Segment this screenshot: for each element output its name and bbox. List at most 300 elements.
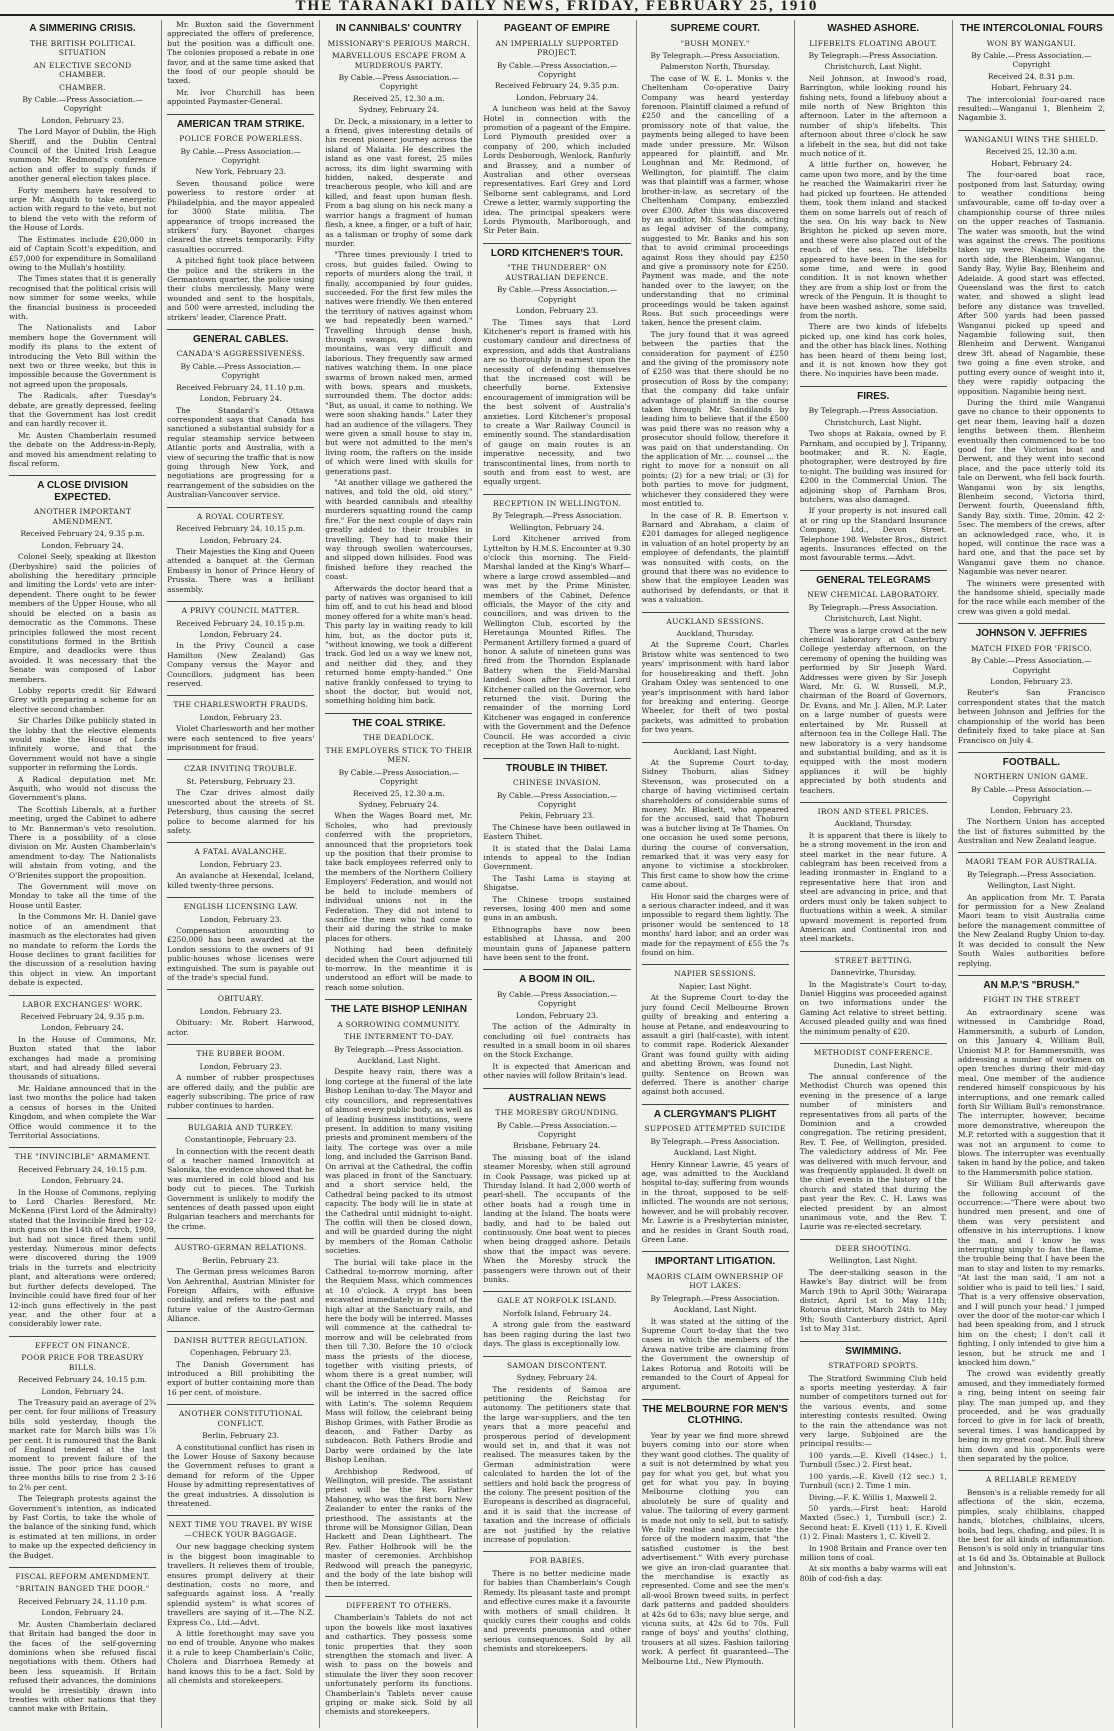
paragraph: 100 yards.—E. Kivell (12 sec.) 1, Turnbull (scr.) 2. Time 1 min. (799, 1471, 947, 1491)
headline: GENERAL TELEGRAMS (816, 574, 931, 586)
column-rule (483, 758, 630, 759)
subheading: POOR PRICE FOR TREASURY BILLS. (21, 1353, 144, 1372)
dateline: St. Petersburg, February 23. (186, 776, 296, 786)
paragraph: Seven thousand police were powerless to restore order at Philadelphia, and the mayor appealed for 3000 State militia. The appearance of troops increased the strikers' fury. Bayonet charges cleared the streets temporarily. Fifty casualties occurred. (167, 178, 315, 254)
paragraph: Our new baggage checking system is the biggest boon imaginable to travellers. It relieves them of trouble, ensures prompt delivery at their destination, costs no more, and safeguards against loss. A "really splendid system" is what scores of travellers are saying of it.—The N.Z. Express Co., Ltd.—Advt. (167, 1542, 315, 1627)
subheading: THE "INVINCIBLE" ARMAMENT. (14, 1152, 151, 1162)
dateline: Received February 24, 9.35 p.m. (20, 529, 145, 539)
subheading: THE DEADLOCK. (363, 733, 435, 743)
subheading: WON BY WANGANUI. (986, 38, 1077, 48)
subheading: THE RUBBER BOOM. (196, 1049, 286, 1059)
dateline: By Telegraph.—Press Association. (650, 1293, 780, 1303)
paragraph: The intercolonial four-oared race resulted:—Wanganui 1, Blenheim 2, Nagambie 3. (957, 94, 1105, 123)
subheading: ENGLISH LICENSING LAW. (183, 902, 298, 912)
dateline: London, February 24. (41, 1023, 124, 1033)
paragraph: Dr. Deck, a missionary, in a letter to a friend, gives interesting details of his recent pioneer journey across the island of Malaita. He describes the island as one vast forest, 25 miles across, its dim light swarming with hidden, naked, desperate and treacherous people, who kill and are killed, and feast upon human flesh. From a bag slung on his neck many a warrior hangs a fragment of human flesh, a knee, a finger, or a tuft of hair, as a talisman or trophy of some dark murder. (325, 116, 473, 248)
article (325, 713, 472, 992)
dateline: By Telegraph.—Press Association. (334, 1044, 464, 1054)
article (9, 23, 156, 468)
dateline: London, February 23. (199, 914, 282, 924)
column-rule (800, 802, 947, 803)
paragraph: The Czar drives almost daily unescorted about the streets of St. Petersburg, thus causing the secret police to become alarmed for his safety. (167, 788, 315, 835)
dateline: By Cable.—Press Association.—Copyright (971, 784, 1092, 804)
paragraph: The Nationalists and Labor members hope the Government will modify its plans to the extent of introducing the Veto Bill within the next two or three weeks, but this is impossible because the Government is not agreed upon the proposals. (9, 323, 157, 389)
column-rule (167, 759, 314, 760)
headline: IN CANNIBALS' COUNTRY (335, 23, 462, 34)
article (958, 975, 1105, 1464)
subheading: "BRITAIN BANGED THE DOOR." (15, 1584, 150, 1594)
dateline: Auckland, Last Night. (357, 1056, 441, 1066)
paragraph: His Honor said the charges were of a serious character indeed, and it was impossible to regard them lightly. The prisoner would be sentenced to 18 months' hard labor, and an order was made for the repayment of £55 the 7s found on him. (641, 891, 789, 958)
paragraph: Benson's is a reliable remedy for all affections of the skin, eczema, pimples, scaly chilblains, chapped hands, blotches, chilblains, ulcers, boils, bad legs, chafing, and piles. It is the best for all kinds of inflammation. Benson's is sold only in triangular tins at 1s 6d and 3s. Obtainable at Bullock and Johnston's. (957, 1487, 1105, 1573)
dateline: London, February 24. (41, 1386, 124, 1396)
dateline: New York, February 23. (195, 167, 286, 177)
paragraph: Sir William Bull afterwards gave the following account of the occurrence:—"There were about two hundred men present, and one of them was very persistent and offensive in his interruptions. I know the man, and I know he was interrupting simply to fan the flame, the trouble being that I have been the man to stay and listen to my remarks. "At last the man said, 'I am not a soldier who is paid to tell lies.' I said, 'That is a very offensive observation, and I will punch your head.' I jumped over the door of the motor-car which I had been speaking from, and I struck him on the chest; I don't call it fighting, I only intended to give him a lesson, but he struck me and I knocked him down." (957, 1179, 1105, 1367)
paragraph: Lobby reports credit Sir Edward Grey with preparing a scheme for an elective second chamber. (9, 685, 157, 714)
dateline: London, February 24. (199, 394, 282, 404)
headline: AUSTRALIAN NEWS (508, 1092, 606, 1104)
column-rule (167, 1331, 314, 1332)
subheading: FISCAL REFORM AMENDMENT. (15, 1571, 150, 1581)
article (800, 1043, 947, 1232)
article (9, 1147, 156, 1328)
article (483, 758, 630, 963)
paragraph: Reuter's San Francisco correspondent states that the match between Johnson and Jeffries for the championship of the world has been definitely fixed to take place at San Francisco on July 4. (957, 688, 1105, 745)
paragraph: The Estimates include £20,000 in aid of Captain Scott's expedition, and £57,000 for expenditure in Somaliland owing to the Mullah's hostility. (9, 234, 157, 272)
article (800, 1239, 947, 1334)
article (167, 1118, 314, 1232)
paragraph: The crowd was evidently greatly amused, and they immediately formed a ring, being intent on seeing fair play. The man jumped up, and they proceeded, and he was gradually forced to give in for lack of breath, several times. I was handicapped by being in my great coat. Mr. Bull threw him down and his opponents were then separated by the police. (957, 1369, 1105, 1463)
dateline: By Cable.—Press Association.—Copyright (22, 95, 143, 114)
column-rule (483, 1356, 630, 1357)
column-rule (167, 507, 314, 508)
subheading: AN ELECTIVE SECOND CHAMBER. (33, 60, 132, 79)
subheading: MAORIS CLAIM OWNERSHIP OF HOT LAKES. (646, 1271, 784, 1291)
masthead: THE TARANAKI DAILY NEWS, FRIDAY, FEBRUARY 25, 1910 (0, 0, 1114, 16)
article (167, 1044, 314, 1111)
headline: A CLERGYMAN'S PLIGHT (653, 1108, 777, 1120)
subheading: POLICE FORCE POWERLESS. (179, 134, 303, 144)
paragraph: Their Majesties the King and Queen attended a banquet at the German Embassy in honor of Prince Henry of Prussia. There was a brilliant assembly. (167, 546, 315, 594)
column-2 (161, 20, 319, 1728)
dateline: London, February 24. (199, 535, 282, 545)
dateline: Wellington, Last Night. (829, 1256, 918, 1266)
column-6 (794, 20, 952, 1728)
article (642, 1104, 789, 1244)
article (167, 897, 314, 982)
dateline: By Cable.—Press Association.—Copyright (496, 989, 618, 1009)
subheading: "THE THUNDERER" ON AUSTRALIAN DEFENCE. (505, 263, 609, 282)
dateline: By Cable.—Press Association.—Copyright (496, 790, 618, 809)
dateline: Auckland, Thursday. (676, 629, 754, 639)
paragraph: In 1908 Britain and France over ten million tons of coal. (799, 1543, 947, 1562)
headline: A BOOM IN OIL. (519, 974, 595, 986)
dateline: Sydney, February 24. (516, 1373, 598, 1383)
paragraph: Obituary: Mr. Robert Harwood, actor. (167, 1018, 315, 1037)
subheading: FOR BABIES. (529, 1556, 585, 1566)
article (800, 802, 947, 944)
column-rule (167, 1044, 314, 1045)
headline: SWIMMING. (845, 1345, 902, 1357)
paragraph: A Radical deputation met Mr. Asquith, who would not discuss the Government's plans. (9, 774, 157, 803)
article (958, 23, 1105, 123)
dateline: Auckland, Last Night. (673, 1148, 757, 1158)
dateline: Dunedin, Last Night. (833, 1060, 914, 1070)
dateline: Norfolk Island, February 24. (502, 1308, 612, 1318)
paragraph: In the Magistrate's Court to-day, Daniel Higgins was proceeded against on two informations under the Gaming Act relative to street betting. Accused pleaded guilty and was fined the minimum penalty of £20. (799, 979, 947, 1036)
dateline: Auckland, Thursday. (834, 819, 912, 829)
paragraph: In the House of Commons, replying to Lord Charles Beresford, Mr. McKenna (First Lord of the Admiralty) stated that the Invincible fired her 12-inch guns on the 14th of March, 1909, but had not since fired them until yesterday. Numerous minor defects were discovered during the 1909 trials in the turrets and electricity plant, and alterations were ordered; but further defects developed. The Invincible could have fired four of her 12-inch guns effectively in the past year, and the other four at a considerably lower rate. (9, 1187, 157, 1329)
headline: FOOTBALL. (1002, 756, 1061, 768)
paragraph: Violet Charlesworth and her mother were each sentenced to five years' imprisonment for fraud. (167, 724, 315, 753)
paragraph: Mr. Haldane announced that in the last two months the police had taken a census of horses in the United Kingdom, and when complete the War Office would commence it to the Territorial Associations. (9, 1083, 157, 1140)
article (800, 1341, 947, 1584)
column-rule (800, 386, 947, 387)
newspaper-page (4, 20, 1110, 1728)
dateline: By Cable.—Press Association.—Copyright (180, 146, 301, 166)
column-rule (325, 1596, 472, 1597)
subheading: DEER SHOOTING. (835, 1243, 912, 1253)
column-rule (958, 130, 1105, 131)
article (483, 1291, 630, 1348)
dateline: By Cable.—Press Association.—Copyright (971, 51, 1092, 70)
paragraph: Ethnographs have now been established at Lhassa, and 200 mountain guns of Japanese pattern have been sent to the front. (483, 924, 631, 962)
column-rule (9, 1567, 156, 1568)
dateline: London, February 23. (515, 1010, 599, 1020)
article (800, 570, 947, 795)
dateline: Received February 24, 10.15 p.m. (18, 1164, 148, 1174)
paragraph: Nothing had been definitely decided when the Court adjourned till to-morrow. In the meantime it is understood an effort will be made to reach some solution. (325, 945, 473, 992)
column-rule (642, 1251, 789, 1252)
column-rule (483, 1291, 630, 1292)
paragraph: Mr. Ivor Churchill has been appointed Paymaster-General. (167, 87, 315, 107)
dateline: London, February 23. (515, 306, 599, 316)
headline: THE LATE BISHOP LENIHAN (330, 1004, 467, 1016)
column-rule (642, 1399, 789, 1400)
paragraph: A little further on, however, he came upon two more, and by the time he reached the Waimakariri river he had picked up fourteen. He attended them, took them inland and stacked them on some barrels out of reach of the sea. On his way back to New Brighton he picked up seven more, and these were also placed out of the reach of the sea. The lifebelts appeared to have been in the sea for some time, and were in good condition. It is not known whether they are from a ship lost or from the wreck of the Penguin. It is thought to have been washed ashore, some said, from the north. (799, 160, 947, 320)
column-rule (800, 570, 947, 571)
subheading: LABOR EXCHANGES' WORK. (22, 999, 143, 1009)
article (958, 852, 1105, 968)
paragraph: The Standard's Ottawa correspondent says that Canada has sanctioned a substantial subsidy for a regular steamship service between Atlantic ports and Australia, with a view of securing the traffic that is now going through New York, and negotiations are progressing for a rearrangement of the subsidies on the Australian-Vancouver service. (167, 405, 315, 500)
subheading: NORTHERN UNION GAME. (974, 772, 1089, 782)
article (167, 759, 314, 835)
article (483, 1551, 630, 1653)
dateline: By Cable.—Press Association.—Copyright (496, 285, 618, 304)
paragraph: At the Supreme Court, Charles Bristow white was sentenced to two years' imprisonment with hard labor for housebreaking and theft. John Graham Oxley was sentenced to one year's imprisonment with hard labor for breaking and entering. George Wheeler, for theft of two postal packets, was admitted to probation for two years. (641, 640, 789, 735)
article (9, 1336, 156, 1560)
paragraph: A pitched fight took place between the police and the strikers in the Germantown quarter, the police using their clubs mercilessly. Many were wounded and sent to the hospitals, and 500 were arrested, including the strikers' leader, Clarence Pratt. (167, 256, 315, 322)
dateline: Received 24, 8.31 p.m. (987, 71, 1075, 81)
column-rule (642, 1104, 789, 1105)
paragraph: A constitutional conflict has risen in the Lower House of Saxony because the Government refuses to grant a demand for reform of the Upper House by admitting representatives of the great industries. A dissolution is threatened. (167, 1442, 315, 1508)
column-rule (325, 999, 472, 1000)
subheading: NAPIER SESSIONS. (674, 969, 757, 979)
column-rule (9, 995, 156, 996)
paragraph: When the Wages Board met, Mr. Scholes, who had previously conferred with the proprietors, announced that the proprietors took up the position that their promise to take back employees referred only to the members of the Northern Colliery Employers' Federation, and would not be held to include members of individual unions not in the Federation. They did not intend to sacrifice the men who had come to their aid during the strike to make places for others. (325, 811, 473, 943)
column-rule (483, 1088, 630, 1089)
paragraph: In the Privy Council a case Hamilton (New Zealand) Gas Company versus the Mayor and Councillors, judgment has been reserved. (167, 641, 315, 688)
column-rule (958, 752, 1105, 753)
dateline: Received February 24, 9.35 p.m. (20, 1012, 145, 1022)
article (958, 623, 1105, 745)
paragraph: A luncheon was held at the Savoy Hotel in connection with the promotion of a pageant of the Empire. Lord Plymouth presided over a company of 200, which included Lords Desborough, Wenlock, Ranfurly and Brassey, and a number of Australian and other overseas representatives. Earl Grey and Lord Selborne sent cablegrams, and Lord Crewe a letter, warmly supporting the idea. The principal speakers were Lords Plymouth, Marlborough, and Sir Peter Bain. (483, 104, 631, 236)
headline: JOHNSON V. JEFFRIES (975, 628, 1088, 640)
column-rule (483, 969, 630, 970)
paragraph: A little forethought may save you no end of trouble. Anyone who makes it a rule to keep Chamberlain's Colic, Cholera and Diarrhoea Remedy at hand knows this to be a fact. Sold by all chemists and storekeepers. (167, 1629, 315, 1686)
subheading: OBITUARY. (217, 994, 264, 1004)
dateline: Napier, Last Night. (678, 981, 752, 991)
dateline: Auckland, Last Night. (673, 746, 757, 756)
dateline: By Telegraph.—Press Association. (492, 511, 622, 521)
dateline: Wellington, February 24. (509, 522, 605, 532)
headline: FIRES. (857, 390, 890, 402)
paragraph: The four-oared boat race, postponed from last Saturday, owing to weather conditions being unfavourable, came off to-day over a championship course of three miles on the upper reaches of Tasmania. The water was smooth, but the wind was against the crews. The positions taken up were: Nagambie on the north side, the Blenheim, Wanganui, Sandy Bay, Wylie Bay, Blenheim and Adelaide. A good start was effected. Queensland was the first to catch water, and showed a slight lead before any distance was travelled. After 500 yards had been passed Wanganui picked up speed and Nagambie following suit, then Blenheim and Derwent. Wanganui drew 3ft. ahead of Nagambie, these two going a fine even stroke, and putting every ounce of weight into it, they were rapidly outpacing the opposition. Nagambie being next. (957, 170, 1105, 396)
dateline: Received 25, 12.30 a.m. (985, 147, 1078, 157)
article (167, 1515, 314, 1685)
headline: TROUBLE IN THIBET. (506, 762, 608, 774)
subheading: CZAR INVITING TROUBLE. (184, 764, 298, 774)
paragraph: The Times says that Lord Kitchener's report is framed with his customary candour and directness of expression, and adds that Australians are so thoroughly in earnest upon the necessity of defending themselves that the increased cost will be cheerfully borne. Extensive encouragement of immigration will be the best solvent of Australia's anxieties. Lord Kitchener's proposal to create a War Railway Council is eminently sound. The standardisation of gauge on main routes is an imperative necessity, and two transcontinental lines, from north to south and from east to west, are equally urgent. (483, 317, 631, 487)
dateline: Christchurch, Last Night. (824, 62, 922, 72)
paragraph: The Chinese have been outlawed in Eastern Thibet. (483, 822, 631, 842)
paragraph: The winners were presented with the handsome shield, specially made for the race while each member of the crew was given a gold medal. (957, 578, 1105, 616)
article (167, 842, 314, 890)
article (642, 742, 789, 958)
article (483, 1356, 630, 1545)
paragraph: It is apparent that there is likely to be a strong movement in the iron and steel market in the near future. A cablegram has been received from a leading ironmaster in England to a representative here that iron and steel are advancing in price, and that orders must only be taken subject to fluctuations within a week. A similar upward movement is reported from American and Continental iron and steel markets. (799, 830, 947, 944)
subheading: EFFECT ON FINANCE. (34, 1340, 131, 1350)
subheading: METHODIST CONFERENCE. (813, 1048, 933, 1058)
column-rule (800, 951, 947, 952)
dateline: London, February 24. (41, 1176, 124, 1186)
paragraph: In the Commons Mr. H. Daniel gave notice of an amendment that inasmuch as the electorates had given no mandate to reform the Lords the House declines to grant facilities for the discussion of a resolution having this object in view. An important debate is expected. (9, 912, 157, 988)
column-1 (4, 20, 161, 1728)
column-rule (958, 852, 1105, 853)
article (483, 243, 630, 487)
column-rule (483, 1551, 630, 1552)
subheading: A SORROWING COMMUNITY. (337, 1019, 461, 1029)
subheading: IRON AND STEEL PRICES. (817, 806, 929, 816)
subheading: THE CHARLESWORTH FRAUDS. (173, 700, 309, 710)
article (958, 1470, 1105, 1572)
column-rule (167, 1515, 314, 1516)
dateline: Pekin, February 23. (519, 811, 595, 821)
paragraph: Henry Kinnear Lawrie, 45 years of age, was admitted to the Auckland hospital to-day, suffering from wounds in the throat, supposed to be self-inflicted. The wounds are not serious, however, and he will probably recover. Mr. Lawrie is a Presbyterian minister, and he resides in Grant South road, Green Lane. (641, 1159, 789, 1244)
dateline: Received February 24, 11.10 p.m. (176, 382, 306, 392)
column-rule (167, 1238, 314, 1239)
paragraph: Neil Johnson, at Inwood's road, Barrington, while looking round his fishing nets, found a lifebuoy about a mile north of New Brighton this afternoon. Later in the afternoon a number of ship's lifebelts. This afternoon about three o'clock he saw a lifebelt in the sea, but did not take much notice of it. (799, 73, 947, 159)
subheading: CHAMBER. (59, 82, 106, 92)
column-7 (952, 20, 1110, 1728)
paragraph: There is no better medicine made for babies than Chamberlain's Cough Remedy. Its pleasant taste and prompt and effective cures make it a favourite with mothers of small children. It quickly cures their coughs and colds and prevents pneumonia and other serious consequences. Sold by all chemists and storekeepers. (483, 1568, 631, 1654)
paragraph: The Treasury paid an average of 2¾ per cent. for four millions of Treasury bills sold yesterday, though the market rate for March bills was 1⅞ per cent. It is rumoured that the Bank of England tendered at the last moment to prevent failure of the issue. The poor price has caused three months bills to rise from 2 3-16 to 2⅜ per cent. (9, 1398, 157, 1492)
paragraph: At six months a baby warms will eat 80lb of cod-fish a day. (799, 1564, 947, 1583)
dateline: Brisbane, February 24. (513, 1141, 601, 1151)
paragraph: Compensation amounting to £250,000 has been awarded at the London sessions to the owners of 91 public-houses whose licenses were extinguished. The sum is payable out of the trade's special fund. (167, 926, 315, 983)
article (800, 23, 947, 379)
paragraph: "Three times previously I tried to cross, but guides failed. Owing to reports of murders along the trail, it finally, accompanied by four guides, succeeded. For the first few miles the natives were friendly. We then entered the territory of natives against whom we had repeatedly been warned." Travelling through dense bush, through swamps, up and down mountains, was very difficult and laborious. They frequently saw armed natives watching them. In one place swarms of brown naked men, armed with bows, spears and muskets, surrounded them. The doctor adds: "But, as usual, it came to nothing. We were soon shaking hands." Later they had an audience of the villagers. They were given a small house to stay in, but were not admitted to the men's living room, the rafters on the inside of which were lined with skulls for generations past. (325, 250, 473, 476)
subheading: A PRIVY COUNCIL MATTER. (181, 606, 300, 615)
headline: THE COAL STRIKE. (352, 717, 446, 729)
paragraph: At the Supreme Court to-day the jury found Cecil Melbourne Brown guilty of breaking and entering a house at Petane, and endeavouring to assault a girl (half-caste), with intent to commit rape. Roderick Alexander Grant was found guilty with aiding and abetting Brown, was found not guilty. Sentence on Brown was deferred. There is another charge against both accused. (641, 993, 789, 1097)
subheading: STREET BETTING. (834, 955, 912, 965)
paragraph: Year by year we find more shrewd buyers coming into our store when they want good clothes. The quality of a suit is not determined by what you pay for what you get, but what you get for what you pay. In buying Melbourne clothing you can absolutely be sure of quality and value. The tailoring of every garment is made not only to sell, but to satisfy. We fully realise and appreciate the force of the modern maxim, that "the satisfied customer is the best advertisement." With every purchase we give an iron-clad guarantee that the merchandise is exactly as represented. Come and see the men's all-wool Brown tweed suits, in perfect dark patterns and padded shoulders at 42s 6d to 63s; navy blue serge, and vicuna suits, at 42s 6d to 70s. Full range of boys' and youths' clothing, trousers at all sizes. Fashion tailoring work. A perfect fit guaranteed—The Melbourne Ltd., New Plymouth. (641, 1430, 789, 1666)
subheading: FIGHT IN THE STREET (982, 995, 1080, 1005)
paragraph: An extraordinary scene was witnessed in Cambridge Road, Hammersmith, a suburb of London, on this January 4, William Bull, Unionist M.P. for Hammersmith, was addressing a number of workmen on open trenches during their mid-day meal. One member of the audience rendered himself conspicuous by his interruptions, and one remark called forth Sir William Bull's remonstrance. The interrupter, however, became more demonstrative, whereupon the M.P. retorted with a suggestion that it was not an argument to come to blows. The interrupter was eventually taken in hand by the police, and taken to the Hammersmith police station. (957, 1007, 1105, 1177)
column-rule (642, 612, 789, 613)
paragraph: There are two kinds of lifebelts picked up, one kind has cork holes, and the other has black lines. Nothing has been heard of them being lost, and it is not known how they got there. No inquiries have been made. (799, 322, 947, 379)
dateline: Berlin, February 23. (202, 1255, 280, 1265)
article (167, 601, 314, 688)
dateline: By Cable.—Press Association.—Copyright (496, 1120, 618, 1139)
paragraph: The Times states that it is generally recognised that the political crisis will now simmer for some weeks, while the financial business is proceeded with. (9, 274, 157, 321)
paragraph: In the case of R. B. Emertson v. Barnard and Abraham, a claim of £201 damages for alleged negligence in valuation of an hotel property by an employee of defendants, the plaintiff was nonsuited with costs, on the ground that there was no evidence to show that the employee Leaden was authorised by defendants, or that it was a valuation. (641, 510, 789, 605)
article (642, 1251, 789, 1392)
article (325, 999, 472, 1589)
subheading: NEXT TIME YOU TRAVEL BY WISE—CHECK YOUR BAGGAGE. (168, 1520, 313, 1539)
paragraph: The German press welcomes Baron Von Aehrenthal, Austrian Minister for Foreign Affairs, with effusive cordiality, and refers to the past and future value of the Austro-German Alliance. (167, 1267, 315, 1324)
column-rule (167, 989, 314, 990)
paragraph: Mr. Austen Chamberlain declared that Britain had banged the door in the faces of the self-governing dominions when she refused fiscal negotiations with them. Others had been less squeamish. If Britain refused their advances, the dominions would be irresistibly drawn into treaties with other nations that they cannot make with Britain. (9, 1619, 157, 1714)
paragraph: A number of rubber prospectuses are offered daily, and the public are eagerly subscribing. The price of raw rubber continues to harden. (167, 1073, 315, 1111)
subheading: GALE AT NORFOLK ISLAND. (497, 1296, 617, 1306)
paragraph: It is expected that American and other navies will follow Britain's lead. (483, 1061, 631, 1081)
paragraph: Chamberlain's Tablets do not act upon the bowels like most laxatives and cathartics. They possess some tonic properties that they soon strengthen the stomach and liver. A wish to pass on the bowels and stimulate the liver they soon recover unfortunately perform its functions. Chamberlain's Tablets never cause griping or make sick. Sold by all chemists and storekeepers. (325, 1613, 473, 1717)
article (642, 1399, 789, 1666)
subheading: ANOTHER CONSTITUTIONAL CONFLICT. (178, 1409, 303, 1428)
paragraph: An avalanche at Hexendal, Iceland, killed twenty-three persons. (167, 871, 315, 890)
paragraph: There was a large crowd at the new chemical laboratory at Canterbury College yesterday afternoon, on the ceremony of opening the building was performed by Sir Joseph Ward. Addresses were given by Sir Joseph Ward, Mr. G. W. Russell, M.P., chairman of the Board of Governors, Dr. Evans, and Mr. J. Allen, M.P. Later on a large number of guests were entertained by Mr. Russell at afternoon tea in the College Hall. The new laboratory is a very handsome and substantial building, and as it is equipped with the most modern appliances it will be highly appreciated by both students and teachers. (799, 625, 947, 795)
article (9, 1567, 156, 1714)
dateline: By Telegraph.—Press Association. (650, 1136, 780, 1146)
article (167, 1404, 314, 1508)
paragraph: The action of the Admiralty in concluding oil fuel contracts has resulted in a small boom in oil shares on the Stock Exchange. (483, 1022, 631, 1060)
paragraph: Mr. Buxton said the Government appreciated the offers of preference, but the position was a difficult one. The colonies proposed a rebate in one favor, and at the same time asked that the food of our people should be taxed. (167, 20, 315, 86)
dateline: Sydney, February 24. (358, 105, 440, 115)
paragraph: A strong gale from the eastward has been raging during the last two days. The glass is exceptionally low. (483, 1320, 631, 1349)
column-rule (167, 695, 314, 696)
dateline: By Cable.—Press Association.—Copyright (971, 656, 1092, 675)
paragraph: Lord Kitchener arrived from Lyttelton by H.M.S. Encounter at 9.30 o'clock this morning. The Field-Marshal landed at the King's Wharf—where a large crowd assembled—and was met by the Prime Minister, members of the Cabinet, Defence officials, the Mayor of the city and councillors, and was driven to the Wellington Club, escorted by the Heretaunga Mounted Rifles. The Permanent Artillery formed a guard of honor. A salute of nineteen guns was fired from the Thorndon Esplanade Battery when the Field-Marshal landed. Soon after his arrival Lord Kitchener called on the Governor, who returned the visit. During the remainder of the morning Lord Kitchener was engaged in conference with the Government and the Defence Council. He was accorded a civic reception at the Town Hall to-night. (483, 534, 631, 751)
paragraph: The Scottish Liberals, at a further meeting, urged the Cabinet to adhere to Mr. Bannerman's veto resolution. There is a possibility of a close division on Mr. Austen Chamberlain's amendment to-day. The Nationalists will abstain from voting, and the O'Brienites support the proposition. (9, 804, 157, 880)
column-rule (800, 1341, 947, 1342)
article (167, 1238, 314, 1323)
dateline: By Telegraph.—Press Association. (966, 869, 1097, 879)
subheading: MAORI TEAM FOR AUSTRALIA. (965, 857, 1098, 867)
column-rule (9, 475, 156, 476)
paragraph: 50 yards.—First heat: Harold Maxted (5sec.) 1, Turnbull (scr.) 2. Second heat: E. Kivell (11) 1, E. Kivell (1) 2. Final: Masters 1, C. Kivell 2. (799, 1503, 947, 1542)
dateline: Wellington, Last Night. (987, 881, 1076, 891)
headline: A CLOSE DIVISION EXPECTED. (37, 480, 128, 503)
column-rule (800, 1239, 947, 1240)
paragraph: Colonel Seely, speaking at Ilkeston (Derbyshire) said the policies of abolishing the hereditary principle and limiting the Lords' veto are inter-dependent. There ought to be fewer members of the Upper House, who all should be elected on a basis as democratic as the Commons. These principles followed the most recent constitutions formed in the British Empire, and deadlocks were thus avoided. It was necessary that the Senate was composed of Labor members. (9, 552, 157, 684)
dateline: Received 25, 12.30 a.m. (353, 788, 445, 798)
dateline: London, February 23. (199, 1006, 282, 1016)
subheading: A ROYAL COURTESY. (196, 511, 285, 521)
article (800, 386, 947, 563)
headline: PAGEANT OF EMPIRE (504, 23, 610, 34)
dateline: By Cable.—Press Association.—Copyright (496, 60, 618, 79)
paragraph: Archbishop Redwood, of Wellington, will preside. The assistant priest will be the Rev. Father Mahoney, who was the first born New Zealander to enter the ranks of the priesthood. The assistants at the throne will be Monsignor Gillan, Dean Hackett and Dean Lightheart. The Rev. Father Holbrook will be the master of ceremonies. Archbishop Redwood will preach the panegyric, and the body of the late bishop will then be interred. (325, 1466, 473, 1589)
subheading: MATCH FIXED FOR 'FRISCO. (970, 643, 1092, 653)
paragraph: It was stated at the sitting of the Supreme Court to-day that the two cases in which the members of the Arawa native tribe are claiming from the Government the ownership of Lakes Rotorua and Rotoiti will be remanded to the Court of Appeal for argument. (641, 1316, 789, 1392)
paragraph: The Lord Mayor of Dublin, the High Sheriff, and the Dublin Central Council of the United Irish League summon Mr. Redmond's conference action and offer to supply funds if another general election takes place. (9, 127, 157, 184)
paragraph: Sir Charles Dilke publicly stated in the lobby that the elective elements would make the House of Lords infinitely worse, and that the Government would not have a single supporter in reforming the Lords. (9, 716, 157, 773)
dateline: London, February 24. (41, 540, 124, 550)
article (958, 752, 1105, 845)
column-rule (167, 842, 314, 843)
paragraph: The case of W. E. L. Monks v. the Cheltenham Co-operative Dairy Company was heard yesterday forenoon. Plaintiff claimed a refund of £250 and the cancelling of a promissory note of that value, the payments being alleged to have been made under pressure. Mr. Wilson appeared for plaintiff, and Mr. Loughnan and Mr. Redmond, of Wellington, for plaintiff. The claim was that plaintiff was a farmer, whose brother-in-law, as secretary of the Cheltenham Company, embezzled over £300. After this was discovered by an auditor, Mr. Sandilands, acting as legal adviser of the company, suggested to Mr. Banks and his son that to avoid criminal proceedings against Ross they should pay £250 and give a promissory note for £250. Payment was made, and the note handed over to the lawyer, on the understanding that no criminal proceedings would be taken against Ross. But such proceedings were taken, hence the present claim. (641, 73, 789, 328)
subheading: STRATFORD SPORTS. (828, 1361, 919, 1371)
dateline: By Telegraph.—Press Association. (808, 406, 938, 416)
paragraph: The missing boat of the island steamer Moresby, when still aground in Cook Passage, was picked up at Thirsday Island. It had 2,000 worth of pearl-shell. The occupants of the other boats had a rough time in landing at the Island. The boats were badly, and had to be baled out continuously. One boat went to pieces when being dragged ashore. Details show that the impact was severe. When the Moresby struck the passengers were thrown out of their bunks. (483, 1152, 631, 1285)
subheading: AN IMPERIALLY SUPPORTED PROJECT. (495, 38, 619, 57)
subheading: CANADA'S AGGRESSIVENESS. (176, 349, 305, 359)
subheading: AUCKLAND SESSIONS. (666, 616, 764, 626)
dateline: By Telegraph.—Press Association. (808, 602, 938, 612)
article (167, 20, 314, 107)
dateline: By Telegraph.—Press Association. (808, 51, 938, 60)
paragraph: The annual conference of the Methodist Church was opened this evening in the presence of a large number of ministers and representatives from all parts of the Dominion and a crowded congregation. The retiring president, Rev. T. Fee, of Wellington, presided. The valedictory address of Mr. Fee was delivered with much fervour, and was frequently applauded. It dwelt on the chief events in the history of the church and stated that during the past year the Rev. C. H. Laws was elected president by an almost unanimous vote, and the Rev. T. Laurie was re-elected secretary. (799, 1071, 947, 1232)
dateline: London, February 23. (199, 859, 282, 869)
article (642, 23, 789, 605)
paragraph: The burial will take place in the Cathedral to-morrow morning, after the Requiem Mass, which commences at 10 o'clock. A crypt has been excavated immediately in front of the high altar at the Sanctuary rails, and here the body will be interred. Masses will commence at the cathedral to-morrow and will be celebrated from then till 7.30. Before the 10 o'clock mass the priests of the diocese, together with visiting priests, of whom there is a great number, will chant the Office of the Dead. The body will be interred in the sacred office with Latin's. The solemn Requiem Mass will follow, the celebrant being Bishop Grimes, with Father Brodie as deacon, and Father Darby as subdeacon. Both Fathers Brodie and Darby were ordained by the late Bishop Lenihan. (325, 1257, 473, 1465)
article (642, 964, 789, 1096)
dateline: Dannevirke, Thursday. (830, 968, 917, 978)
paragraph: Two shops at Rakaia, owned by F. Parnham, and occupied by J. Tripanny, bootmaker, and R. N. Eagle, photographer, were destroyed by fire to-night. The building was insured for £200 in the Commercial Union. The adjoining shop of Parnham Bros, butchers, was also damaged. (799, 429, 947, 504)
dateline: Christchurch, Last Night. (824, 417, 922, 427)
column-rule (167, 1404, 314, 1405)
subheading: THE INTERMENT TO-DAY. (343, 1032, 454, 1042)
dateline: London, February 23. (199, 712, 282, 722)
paragraph: The Northern Union has accepted the list of fixtures submitted by the Australian and New Zealand league. (957, 817, 1105, 845)
subheading: ANOTHER IMPORTANT AMENDMENT. (33, 507, 132, 526)
article (325, 23, 472, 706)
paragraph: In connection with the recent death of a teacher named Iranovitch at Salonika, the evidence showed that he was murdered in cold blood and his body cut to pieces. The Turkish Government is unlikely to modify the sentences of death passed upon eight Bulgarian teachers and merchants for the crime. (167, 1146, 315, 1231)
dateline: London, February 23. (41, 115, 124, 125)
column-4 (477, 20, 635, 1728)
column-5 (636, 20, 794, 1728)
article (958, 130, 1105, 616)
dateline: London, February 23. (199, 1061, 282, 1071)
dateline: Christchurch, Last Night. (824, 614, 922, 624)
column-rule (167, 114, 314, 115)
paragraph: Forty members have resolved to urge Mr. Asquith to take energetic action with regard to the veto, but not to blend the veto with the reform of the House of Lords. (9, 185, 157, 233)
paragraph: Mr. Austen Chamberlain resumed the debate on the Address-in-Reply, and moved his amendment relating to fiscal reform. (9, 430, 157, 469)
dateline: Auckland, Last Night. (673, 1305, 757, 1315)
paragraph: During the third mile Wanganui gave no chance to their opponents to get near them, leaving half a dozen lengths between them. Blenheim eventually then commenced to be too good for the Victorian boat and Derwent, and they went into second place, and the pace utterly told its tale on Derwent, who fell back fourth. Wanganui won by six lengths, Blenheim second, Victoria third, Derwent fourth, Queensland fifth, Sandy Bay, sixth. Time, 20min. 42 2-5sec. The members of the crews, after an acknowledged race, who, it is hoped, will continue the race was a hard one, and that the pace set by Wanganui gave them no chance. Nagambie was never nearer. (957, 397, 1105, 577)
paragraph: The Chinese troops sustained reverses, losing 400 men and some guns in an ambush. (483, 894, 631, 923)
article (483, 1088, 630, 1285)
paragraph: An application from Mr. T. Parata for permission for a New Zealand Maori team to visit Australia came before the management committee of the New Zealand Rugby Union to-day. It was decided to consult the New South Wales authorities before replying. (957, 892, 1105, 968)
dateline: By Cable.—Press Association.—Copyright (338, 73, 460, 92)
paragraph: The Government will move on Monday to take all the time of the House until Easter. (9, 882, 157, 910)
headline: THE INTERCOLONIAL FOURS (960, 23, 1103, 34)
paragraph: The residents of Samoa are petitioning the Reichstag for autonomy. The petitioners state that the large war-suppliers, and the ten years that a more peaceful and prosperous period of development would set in, and that it was not realised. The measures taken by the German administration were calculated to harden the lot of the settlers and hold back the progress of the colony. The present position of the Europeans is described as disgraceful, and it is said that the increase of taxation and the increase of officials are not justified by the relative increase of population. (483, 1384, 631, 1544)
dateline: Sydney, February 24. (358, 800, 440, 810)
headline: A SIMMERING CRISIS. (29, 23, 136, 34)
column-rule (958, 623, 1105, 624)
dateline: By Cable.—Press Association.—Copyright (338, 767, 460, 787)
column-rule (800, 1043, 947, 1044)
paragraph: The Danish Government has introduced a Bill prohibiting the export of butter containing more than 16 per cent. of moisture. (167, 1359, 315, 1397)
article (167, 507, 314, 594)
headline: WASHED ASHORE. (827, 23, 920, 34)
subheading: BULGARIA AND TURKEY. (187, 1122, 294, 1132)
subheading: THE EMPLOYERS STICK TO THEIR MEN. (325, 745, 473, 765)
paragraph: The Tashi Lama is staying at Shigatse. (483, 873, 631, 893)
